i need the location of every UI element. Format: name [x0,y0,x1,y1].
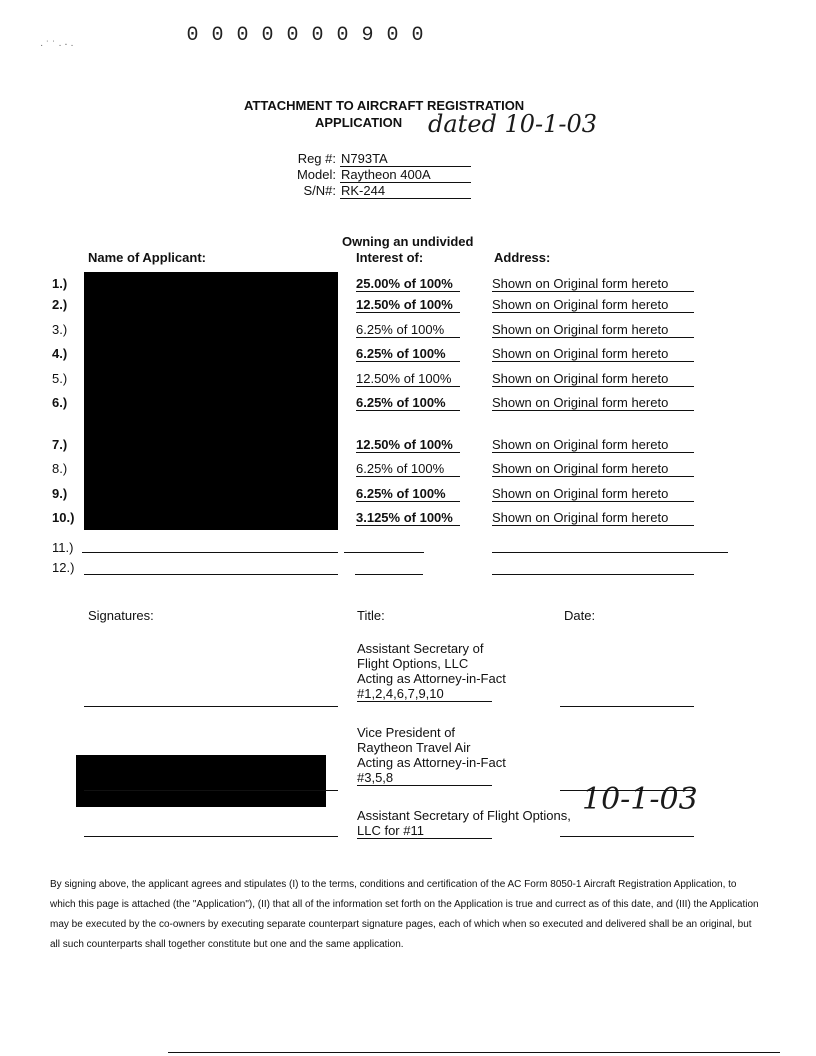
serial-digit: 0 [261,24,276,47]
row-address: Shown on Original form hereto [492,276,694,292]
reg-value: N793TA [340,151,471,167]
col-header-interest-line1: Owning an undivided [342,234,474,249]
title-line: Flight Options, LLC [357,656,469,671]
title-line: Assistant Secretary of [357,641,484,656]
row-number: 8.) [52,461,68,476]
serial-digit: 0 [411,24,426,47]
model-label: Model: [296,167,336,182]
row-interest: 6.25% of 100% [356,461,460,477]
row-interest: 25.00% of 100% [356,276,460,292]
reg-label: Reg #: [297,151,336,166]
document-title-line2: APPLICATION [315,115,403,130]
model-value: Raytheon 400A [340,167,471,183]
signature-line-1 [84,706,338,707]
date-line-3 [560,836,694,837]
title-line: #1,2,4,6,7,9,10 [357,686,492,702]
row-address: Shown on Original form hereto [492,461,694,477]
row-address: Shown on Original form hereto [492,510,694,526]
row-number: 4.) [52,346,68,361]
handwritten-signature-date: 10-1-03 [582,782,698,817]
row-name-line [84,574,338,575]
serial-digit: 0 [311,24,326,47]
signature-title-block-3 [357,808,571,839]
redacted-applicant-names [84,272,338,530]
row-interest: 6.25% of 100% [356,486,460,502]
row-address-line [492,574,694,575]
title-line: Vice President of [357,725,456,740]
col-header-address: Address: [494,250,551,265]
signature-line-2 [84,790,338,791]
row-number: 9.) [52,486,68,501]
date-line-1 [560,706,694,707]
row-interest-line [344,552,424,553]
row-number: 1.) [52,276,68,291]
title-line: LLC for #11 [357,823,492,839]
row-interest: 12.50% of 100% [356,297,460,313]
row-number: 5.) [52,371,68,386]
row-address-line [492,552,728,553]
sn-label: S/N#: [303,183,336,198]
sn-value: RK-244 [340,183,471,199]
row-address: Shown on Original form hereto [492,322,694,338]
row-interest: 6.25% of 100% [356,322,460,338]
row-number: 12.) [52,560,75,575]
title-label: Title: [357,608,385,623]
serial-number [184,24,434,47]
title-line: Raytheon Travel Air [357,740,471,755]
title-line: Acting as Attorney-in-Fact [357,755,506,770]
serial-digit: 0 [386,24,401,47]
row-interest: 12.50% of 100% [356,371,460,387]
bottom-edge-line [168,1052,780,1053]
signature-title-block-2 [357,725,506,786]
date-line-2 [560,790,694,791]
row-number: 7.) [52,437,68,452]
row-interest: 3.125% of 100% [356,510,460,526]
serial-digit: 9 [361,24,376,47]
row-number: 11.) [52,540,74,555]
terms-paragraph: By signing above, the applicant agrees and stipulates (I) to the terms, conditions and certification of the AC Form 8050-1 Aircraft Registration Application, to which this page is attached (the "Application"), (II) that all of the information set forth on the Application is true and currect as of this date, and (III) the Application may be executed by the co-owners by executing separate counterpart signature pages, each of which when so executed and delivered shall be an original, but all such counterparts shall together constitute but one and the same application. [50,879,759,950]
col-header-interest-line2: Interest of: [356,250,424,265]
row-interest-line [355,574,423,575]
row-address: Shown on Original form hereto [492,346,694,362]
handwritten-dated-note: dated 10-1-03 [428,110,598,138]
serial-digit: 0 [286,24,301,47]
row-address: Shown on Original form hereto [492,297,694,313]
row-number: 10.) [52,510,75,525]
date-label: Date: [564,608,596,623]
serial-digit: 0 [336,24,351,47]
signatures-label: Signatures: [88,608,154,623]
title-line: Assistant Secretary of Flight Options, [357,808,571,823]
row-address: Shown on Original form hereto [492,486,694,502]
row-interest: 6.25% of 100% [356,346,460,362]
row-address: Shown on Original form hereto [492,371,694,387]
row-number: 2.) [52,297,68,312]
signature-line-3 [84,836,338,837]
row-number: 3.) [52,322,68,337]
signature-title-block-1 [357,641,506,702]
row-address: Shown on Original form hereto [492,437,694,453]
row-interest: 6.25% of 100% [356,395,460,411]
serial-digit: 0 [186,24,201,47]
serial-digit: 0 [236,24,251,47]
scan-specks: · ˙ ˙ · ‧ · [40,40,74,51]
title-line: Acting as Attorney-in-Fact [357,671,506,686]
col-header-name: Name of Applicant: [88,250,206,265]
title-line: #3,5,8 [357,770,492,786]
row-number: 6.) [52,395,68,410]
row-address: Shown on Original form hereto [492,395,694,411]
serial-digit: 0 [211,24,226,47]
row-interest: 12.50% of 100% [356,437,460,453]
redacted-signature [76,755,326,807]
document-title-line1: ATTACHMENT TO AIRCRAFT REGISTRATION [244,98,525,113]
row-name-line [82,552,338,553]
